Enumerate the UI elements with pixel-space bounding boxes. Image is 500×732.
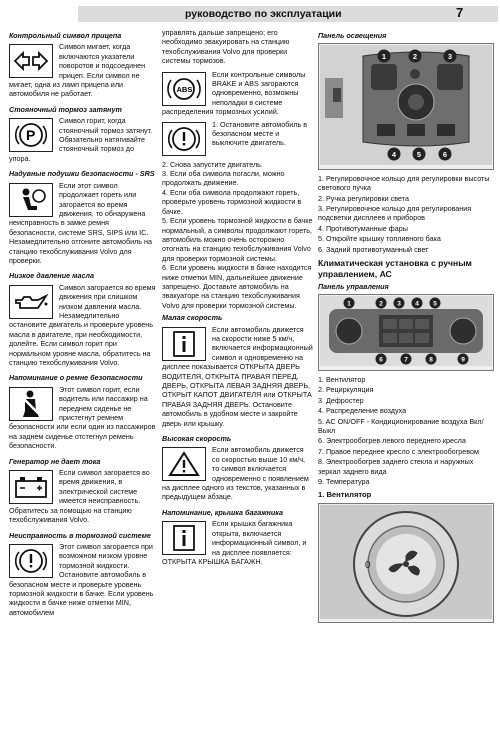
section-text: Этот символ загорается при возможном низком уровне тормозной жидкости. Остановите автомобиль в безопасном месте и проверьте уровень тормозной жидкости в бачке. Если уровень жидкости в бачке ниже отметки MIN, автомобилем (9, 541, 154, 617)
list-item: 3. Дефростер (318, 395, 364, 405)
climate-items-list (318, 375, 494, 486)
section-parking-brake (9, 102, 157, 163)
list-item: 1. Регулировочное кольцо для регулировки высоты светового пучка (318, 173, 490, 193)
section-brake-fault (9, 528, 157, 618)
climate-label: 2 (379, 300, 383, 308)
section-text: Символ горит, когда стояночный тормоз затянут. Обязательно натягивайте стояночный тормоз до упора. (9, 116, 153, 163)
brake-step: 4. Если оба символа продолжают гореть, проверьте уровень тормозной жидкости в бачке. (162, 187, 302, 216)
section-oil-pressure (9, 268, 157, 367)
section-heading: Стояночный тормоз затянут (9, 104, 122, 114)
list-item: 4. Противотуманные фары (318, 223, 408, 233)
list-item: 1. Вентилятор (318, 374, 366, 384)
list-item: 5. AC ON/OFF - Кондиционирование воздуха Вкл/Выкл (318, 416, 484, 435)
airbag-icon (9, 183, 53, 217)
section-high-speed (162, 431, 313, 502)
brake-step: 5. Если уровень тормозной жидкости в бачке нормальный, а символы продолжают гореть, автомобиль можно очень осторожно отогнать на станцию техобслуживания Volvo для проверки тормозной системы. (162, 216, 313, 263)
lighting-items-list (318, 174, 494, 254)
section-heading: Напоминание о ремне безопасности (9, 373, 143, 383)
climate-heading: Климатическая установка с ручным управлением, АС (318, 258, 472, 279)
section-text: Если автомобиль движется на скорости ниже 5 км/ч, включается информационный символ и одновременно на дисплее показывается ОТКРЫТА ДВЕРЬ ВОДИТЕЛЯ, ОТКРЫТА ПРАВАЯ ПЕРЕД. ДВЕРЬ, ОТКРЫТА ЛЕВАЯ ЗАДНЯЯ ДВЕРЬ, ОТКРЫТ КАПОТ ДВИГАТЕЛЯ или ОТКРЫТА ПРАВАЯ ЗАДНЯЯ ДВЕРЬ. Остановите автомобиль в удобном месте и закройте дверь или крышку. (162, 324, 313, 428)
section-trunk (162, 505, 313, 566)
warning-triangle-icon (162, 447, 206, 481)
info-icon (162, 521, 206, 555)
fan-value: 0 (365, 559, 371, 571)
svg-text:P: P (26, 127, 36, 144)
page-number: 7 (456, 5, 464, 20)
list-item: 5. Откройте крышку топливного бака (318, 234, 441, 244)
column-3 (318, 28, 494, 627)
light-label: 5 (416, 150, 422, 160)
svg-text:ABS: ABS (176, 84, 193, 94)
section-text: Если автомобиль движется со скоростью выше 10 км/ч, то символ включается одновременно с появлением на дисплее одного из текстов, указанных в предыдущем абзаце. (162, 445, 309, 502)
section-heading: Неисправность в тормозной системе (9, 530, 151, 540)
abs-icon (162, 72, 206, 106)
light-label: 2 (412, 52, 418, 62)
column-2 (162, 28, 313, 569)
abs-text: Если контрольные символы BRAKE и ABS загораются одновременно, возможны неполадки в системе распределения тормозных усилий. (162, 69, 306, 117)
section-heading: Высокая скорость (162, 434, 232, 444)
fan-knob-illustration (318, 503, 494, 623)
section-heading: Генератор не дает тока (9, 456, 101, 466)
section-brake-steps (162, 120, 313, 157)
climate-label: 9 (461, 356, 465, 364)
light-label: 1 (381, 52, 387, 62)
section-trailer (9, 28, 157, 99)
fan-heading: 1. Вентилятор (318, 490, 372, 500)
light-label: 3 (447, 52, 453, 62)
list-item: 6. Задний противотуманный свет (318, 244, 429, 254)
section-low-speed (162, 310, 313, 428)
list-item: 7. Правое переднее кресло с электрообогревом (318, 446, 479, 456)
section-text: Если символ загорается во время движения, в электрической системе имеется неисправность. Обратитесь за помощью на станцию техобслуживания Volvo. (9, 468, 150, 525)
list-item: 6. Электрообогрев левого переднего кресла (318, 436, 466, 446)
section-text: Символ мигает, когда включаются указатели поворотов и подсоединен прицеп. Если символ не мигает, одна из ламп прицепа или автомобиля не работает. (9, 42, 146, 99)
climate-label: 7 (404, 356, 408, 364)
brake-step: 2. Снова запустите двигатель. (162, 159, 263, 169)
section-heading: Панель управления (318, 282, 389, 292)
section-heading: Панель освещения (318, 31, 387, 40)
list-item: 8. Электрообогрев заднего стекла и наружных зеркал заднего вида (318, 457, 474, 476)
climate-label: 8 (429, 356, 433, 364)
list-item: 9. Температура (318, 476, 370, 486)
section-text: Если этот символ продолжает гореть или загорается во время движения, то обнаружена неисправность в замке ремня безопасности, системе SRS, SIPS или IC. Незамедлительно отгоните автомобиль на станцию техобслуживания Volvo для проверки. (9, 180, 152, 265)
seatbelt-icon (9, 387, 53, 421)
brake-warning-icon (9, 544, 53, 578)
section-text: Если крышка багажника открыта, включается информационный символ, и на дисплее появляется: ОТКРЫТА КРЫШКА БАГАЖН. (162, 519, 307, 566)
brake-intro-text: управлять дальше запрещено; его необходимо эвакуировать на станцию техобслуживания Volvo для проверки системы тормозов. (162, 28, 290, 66)
header-title: руководство по эксплуатации (185, 8, 342, 20)
section-text: Символ загорается во время движения при слишком низком давлении масла. Незамедлительно остановите двигатель и проверьте уровень масла в двигателе, при необходимости, долейте. Если символ горит при нормальном уровне масла, обратитесь на станцию техобслуживания Volvo. (9, 282, 156, 367)
climate-label: 5 (433, 300, 437, 308)
turn-signal-arrows-icon (9, 44, 53, 78)
section-heading: Малая скорость (162, 313, 223, 323)
section-text: Этот символ горит, если водитель или пассажир на переднем сиденье не пристегнут ремнем безопасности или если один из пассажиров на заднем сиденье отстегнул ремень безопасности. (9, 384, 156, 451)
list-item: 2. Ручка регулировки света (318, 193, 409, 203)
section-seatbelt (9, 370, 157, 450)
brake-step: 3. Если оба символа погасли, можно продолжать движение. (162, 169, 285, 188)
battery-icon (9, 470, 53, 504)
info-icon (162, 327, 206, 361)
climate-label: 3 (397, 300, 401, 308)
list-item: 3. Регулировочное кольцо для регулирования подсветки дисплеев и приборов (318, 204, 472, 223)
section-heading: Напоминание, крышка багажника (162, 507, 283, 517)
oil-can-icon (9, 285, 53, 319)
light-label: 6 (442, 150, 448, 160)
list-item: 2. Рециркуляция (318, 385, 374, 395)
brake-step-1: 1. Остановите автомобиль в безопасном месте и выключите двигатель. (212, 119, 308, 148)
column-1 (9, 28, 157, 620)
section-abs-brake (162, 70, 313, 117)
brake-step: 6. Если уровень жидкости в бачке находится ниже отметки MIN, дальнейшее движение запрещено. Доставьте автомобиль на эвакуаторе на станцию техобслуживания Volvo для проверки тормозной системы. (162, 263, 312, 310)
section-heading: Низкое давление масла (9, 271, 94, 281)
light-label: 4 (391, 150, 397, 160)
page-header (0, 0, 500, 24)
section-airbag (9, 166, 157, 265)
list-item: 4. Распределение воздуха (318, 406, 407, 416)
parking-brake-icon (9, 118, 53, 152)
section-heading: Надувные подушки безопасности - SRS (9, 169, 155, 179)
section-heading: Контрольный символ прицепа (9, 31, 122, 40)
section-alternator (9, 454, 157, 525)
brake-warning-icon (162, 122, 206, 156)
brake-steps-list (162, 160, 313, 311)
lighting-panel-illustration (318, 43, 494, 169)
climate-label: 6 (379, 356, 383, 364)
climate-label: 4 (415, 300, 419, 308)
climate-panel-illustration (318, 294, 494, 370)
climate-label: 1 (347, 300, 351, 308)
